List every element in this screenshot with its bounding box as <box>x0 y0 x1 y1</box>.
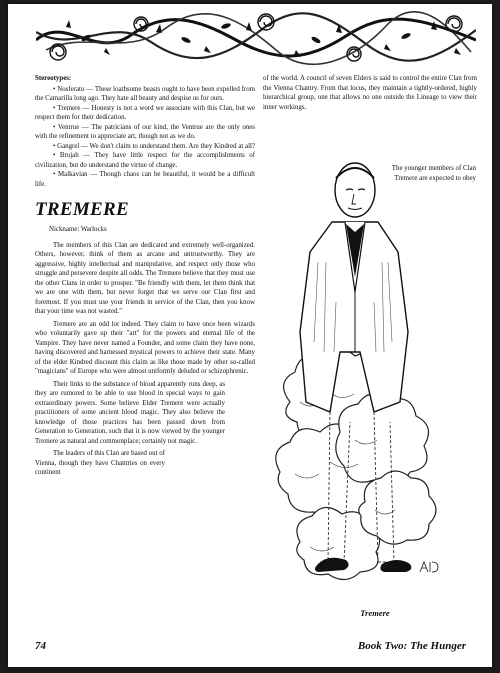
stereotype-brujah: • Brujah — They have little respect for the accomplishments of civilization, but do understand the virtue of change. <box>35 152 255 169</box>
book-page <box>8 4 492 667</box>
stereotypes-heading: Stereotypes: <box>35 75 72 82</box>
left-column <box>35 74 255 478</box>
tremere-illustration <box>270 102 450 602</box>
body-paragraph: The members of this Clan are dedicated and extremely well-organized. Others, however, think of them as arcane and untrustworthy. They are aggressive, highly intellectual and manipulative, and respect only those who struggle and persevere despite all odds. The Tremere believe that they must use the other Clans in order to prosper. "Be friendly with them, let them think that we are one with them, but never forget that we serve our Clan first and foremost. If you must use your friends in service of the Clan, then you know that your time was not wasted." <box>35 241 255 315</box>
stereotype-ventrue: • Ventrue — The patricians of our kind, the Ventrue are the only ones with the refinement to appreciate art, though not as we do. <box>35 123 255 140</box>
clan-title: TREMERE <box>35 199 129 220</box>
stereotype-gangrel: • Gangrel — We don't claim to understand them. Are they Kindred at all? <box>53 142 255 150</box>
figure-caption: Tremere <box>360 608 390 618</box>
body-paragraph: Their links to the substance of blood apparently runs deep, as they are rumored to be able to use blood in special ways to gain extraordinary powers. Some believe Elder Tremere were actually practitioners of some ancient blood magic. They also believe the knowledge of those practices has been passed down from Generation to Generation, such that it is now viewed by the younger Tremere as natural and commonplace; certainly not magic. <box>35 380 225 445</box>
stereotype-nosferatu: • Nosferatu — These loathsome beasts ought to have been expelled from the Camarilla long ago. They hate all beauty and despise us for ours. <box>35 85 255 102</box>
body-paragraph: The leaders of this Clan are based out of Vienna, though they have Chantries on every continent <box>35 450 165 476</box>
stereotype-malkavian: • Malkavian — Though chaos can be beautiful, it would be a difficult life. <box>35 171 255 188</box>
thorn-vine-ornament <box>36 10 476 66</box>
continuation-text-2: The younger members of Clan Tremere are expected to obey <box>391 165 476 182</box>
body-paragraph: Tremere are an odd lot indeed. They claim to have once been wizards who voluntarily gave up their "art" for the powers and eternal life of the Vampire. They have never named a Founder, and some claim they have none, having discovered and harnessed mystical powers to achieve their state. Many of the elder Kindred discount this claim as like those made by other so-called "magicians" of Europe who were almost uniformly deluded or schizophrenic. <box>35 320 255 375</box>
continuation-text: of the world. A council of seven Elders is said to control the entire Clan from the Vienna Chantry. From that locus, they maintain a tightly-ordered, highly hierarchical group, one that allows no one outside the Lineage to view their inner workings. <box>263 75 477 111</box>
clan-nickname: Nickname: Warlocks <box>49 226 107 233</box>
page-number: 74 <box>35 640 46 652</box>
running-head: Book Two: The Hunger <box>357 640 466 652</box>
stereotype-tremere: • Tremere — Honesty is not a word we associate with this Clan, but we respect them for their dedication. <box>35 104 255 121</box>
